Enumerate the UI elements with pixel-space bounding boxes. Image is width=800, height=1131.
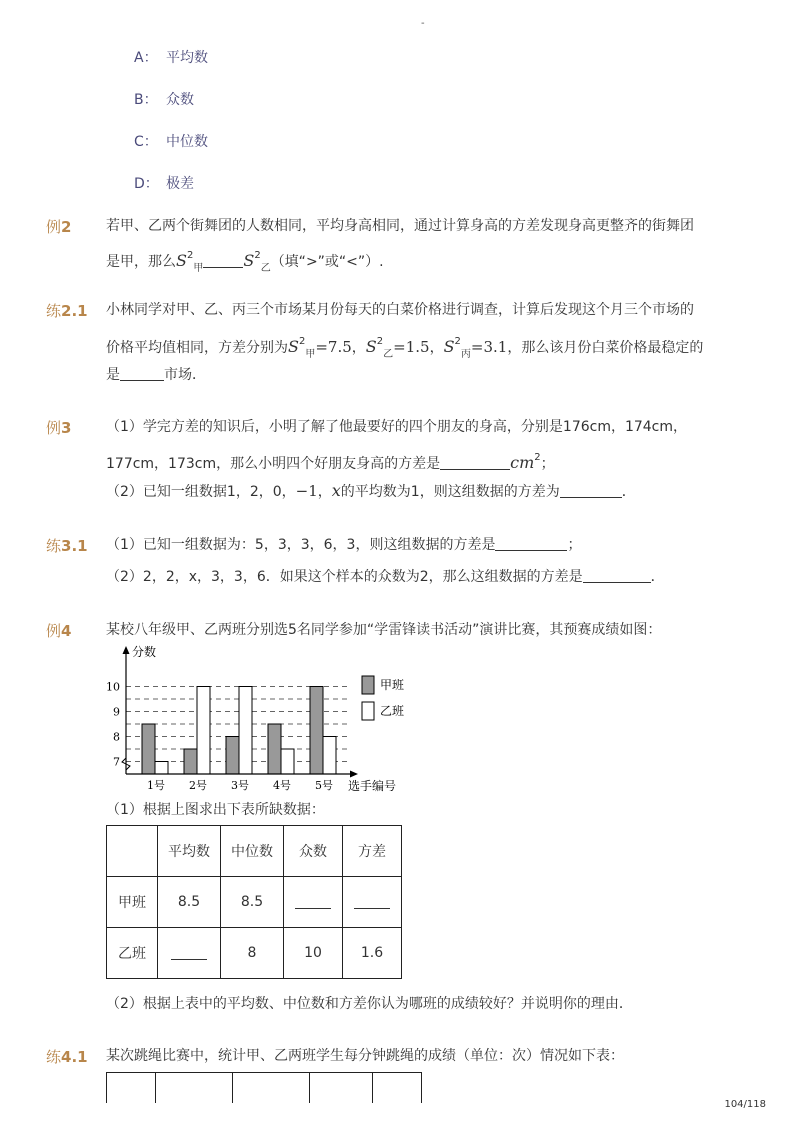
bar-yi <box>239 687 252 775</box>
x-axis-arrow <box>350 771 358 778</box>
table-row-label: 甲班 <box>107 877 158 928</box>
table-cell: 8.5 <box>221 877 284 928</box>
answer-blank[interactable] <box>440 455 510 470</box>
ex3-text: ； <box>540 456 555 472</box>
ex3-text: 177cm，173cm，那么小明四个好朋友身高的方差是 <box>106 456 441 472</box>
y-tick-label: 9 <box>113 705 120 719</box>
math-s: S <box>443 337 455 356</box>
table-header-cell: 众数 <box>284 826 343 877</box>
table-header-row <box>107 826 402 877</box>
bar-yi <box>155 762 168 775</box>
tag-word: 例 <box>46 622 62 640</box>
option-text: 平均数 <box>166 50 208 66</box>
ex2-line1: 若甲、乙两个街舞团的人数相同，平均身高相同，通过计算身高的方差发现身高更整齐的街舞团 <box>106 218 694 234</box>
ex3-text: 的平均数为1，则这组数据的方差为 <box>340 484 560 500</box>
unit: cm <box>510 453 535 472</box>
math-sup: 2 <box>254 250 261 261</box>
tag-word: 练 <box>46 302 62 320</box>
math-sup: 2 <box>298 336 306 347</box>
option-key: B： <box>134 92 158 108</box>
pr31-line1 <box>106 535 581 555</box>
math-sup: 2 <box>186 250 194 261</box>
data-table <box>106 825 402 979</box>
tag-word: 练 <box>46 537 62 555</box>
example-tag <box>46 417 71 438</box>
table-cell: 10 <box>284 928 343 979</box>
option-text: 极差 <box>166 176 194 192</box>
option-key: C： <box>134 134 158 150</box>
option-text: 众数 <box>166 92 194 108</box>
tag-word: 例 <box>46 218 62 236</box>
math-sup: 2 <box>454 336 461 347</box>
ex3-line1: （1）学完方差的知识后，小明了解了他最要好的四个朋友的身高，分别是176cm，174cm， <box>106 419 688 435</box>
pr31-line2 <box>106 567 665 587</box>
pr21-line3 <box>106 365 206 385</box>
pr31-text: （1）已知一组数据为：5，3，3，6，3，则这组数据的方差是 <box>106 537 496 553</box>
y-tick-label: 7 <box>113 755 120 769</box>
answer-blank[interactable] <box>295 894 331 909</box>
tag-number: 4 <box>61 622 72 640</box>
separator: ， <box>351 340 366 356</box>
math-sub: 甲 <box>193 263 204 274</box>
bar-chart <box>100 640 420 800</box>
pr21-line2 <box>106 332 703 365</box>
y-axis-arrow <box>123 646 130 654</box>
ex4-q2: （2）根据上表中的平均数、中位数和方差你认为哪班的成绩较好？并说明你的理由． <box>106 996 633 1012</box>
option-d <box>134 173 194 193</box>
math-sub: 乙 <box>383 349 394 360</box>
y-axis-label: 分数 <box>132 645 157 659</box>
header-mark: - <box>421 18 425 29</box>
practice-tag <box>46 1046 88 1067</box>
pr21-text: 市场． <box>164 367 206 383</box>
math-sub: 乙 <box>260 263 271 274</box>
separator: ， <box>429 340 444 356</box>
answer-blank[interactable] <box>560 483 622 498</box>
table-row <box>107 1073 422 1104</box>
option-key: D： <box>134 176 159 192</box>
score-table-partial <box>106 1072 422 1103</box>
legend-label: 甲班 <box>380 678 405 692</box>
x-tick-label: 2号 <box>189 779 207 792</box>
ex3-text: ． <box>621 484 636 500</box>
tag-number: 2 <box>61 218 72 236</box>
bar-yi <box>281 749 294 774</box>
bar-jia <box>226 737 239 775</box>
table-cell: 8.5 <box>158 877 221 928</box>
table-cell <box>373 1073 422 1104</box>
math-value: =1.5 <box>393 338 430 356</box>
bar-jia <box>142 724 155 774</box>
pr21-text: 价格平均值相同，方差分别为 <box>106 340 288 356</box>
y-tick-label: 8 <box>113 730 120 744</box>
math-sup: 2 <box>376 336 384 347</box>
math-s: S <box>365 337 377 356</box>
table-cell-blank[interactable] <box>343 877 402 928</box>
math-s: S <box>176 251 187 270</box>
ex4-q1: （1）根据上图求出下表所缺数据： <box>106 802 325 818</box>
table-row <box>107 928 402 979</box>
math-s: S <box>288 337 299 356</box>
table-header-cell: 方差 <box>343 826 402 877</box>
ex3-text: （2）已知一组数据1，2，0， <box>106 484 296 500</box>
ex2-line2 <box>106 246 384 279</box>
bar-jia <box>268 724 281 774</box>
math-sup: 2 <box>534 452 541 463</box>
table-cell-blank[interactable] <box>284 877 343 928</box>
bar-yi <box>323 737 336 775</box>
example-tag <box>46 620 71 641</box>
option-text: 中位数 <box>166 134 208 150</box>
table-header-cell: 平均数 <box>158 826 221 877</box>
ex3-line2 <box>106 448 555 474</box>
x-tick-label: 3号 <box>231 779 249 792</box>
tag-number: 4.1 <box>61 1048 88 1066</box>
bar-jia <box>310 687 323 775</box>
pr21-text: ，那么该月份白菜价格最稳定的 <box>507 340 704 356</box>
x-axis-label: 选手编号 <box>348 779 397 793</box>
practice-tag <box>46 300 88 321</box>
math-s: S <box>243 251 255 270</box>
pr31-text: ． <box>650 569 665 585</box>
pr41-line1: 某次跳绳比赛中，统计甲、乙两班学生每分钟跳绳的成绩（单位：次）情况如下表： <box>106 1048 624 1064</box>
table-cell-blank[interactable] <box>158 928 221 979</box>
pr21-line1: 小林同学对甲、乙、丙三个市场某月份每天的白菜价格进行调查，计算后发现这个月三个市场的 <box>106 302 694 318</box>
tag-number: 3 <box>61 419 72 437</box>
table-header-cell: 中位数 <box>221 826 284 877</box>
math-sub: 甲 <box>305 349 316 360</box>
x-tick-label: 5号 <box>315 779 333 792</box>
math-sub: 丙 <box>460 349 471 360</box>
table-cell <box>107 1073 156 1104</box>
tag-word: 例 <box>46 419 62 437</box>
legend-swatch <box>362 702 374 720</box>
pr31-text: ； <box>567 537 582 553</box>
math-value: −1 <box>295 482 318 500</box>
bar-yi <box>197 687 210 775</box>
table-cell <box>156 1073 233 1104</box>
table-cell: 8 <box>221 928 284 979</box>
separator: ， <box>317 484 332 500</box>
x-tick-label: 4号 <box>273 779 291 792</box>
ex2-text: 是甲，那么 <box>106 254 176 270</box>
practice-tag <box>46 535 88 556</box>
math-value: =3.1 <box>470 338 508 356</box>
option-b <box>134 89 194 109</box>
pr31-text: （2）2，2，x，3，3，6．如果这个样本的众数为2，那么这组数据的方差是 <box>106 569 583 585</box>
table-cell <box>310 1073 373 1104</box>
ex4-line1: 某校八年级甲、乙两班分别选5名同学参加“学雷锋读书活动”演讲比赛，其预赛成绩如图： <box>106 622 662 638</box>
tag-number: 2.1 <box>61 302 88 320</box>
ex3-line3 <box>106 481 636 502</box>
pr21-text: 是 <box>106 367 120 383</box>
example-tag <box>46 216 71 237</box>
answer-blank[interactable] <box>354 894 390 909</box>
legend-swatch <box>362 676 374 694</box>
answer-blank[interactable] <box>120 366 164 381</box>
math-value: =7.5 <box>315 338 352 356</box>
answer-blank[interactable] <box>495 536 567 551</box>
ex2-text: （填“>”或“<”）. <box>270 254 384 270</box>
math-var: x <box>331 481 341 500</box>
bar-jia <box>184 749 197 774</box>
legend-label: 乙班 <box>380 704 405 718</box>
x-tick-label: 1号 <box>147 779 165 792</box>
answer-blank[interactable] <box>203 253 243 268</box>
option-c <box>134 131 208 151</box>
tag-number: 3.1 <box>61 537 88 555</box>
table-cell <box>107 826 158 877</box>
tag-word: 练 <box>46 1048 62 1066</box>
table-cell: 1.6 <box>343 928 402 979</box>
option-a <box>134 47 208 67</box>
y-tick-label: 10 <box>106 680 120 694</box>
answer-blank[interactable] <box>171 945 207 960</box>
page-number: 104/118 <box>724 1099 766 1110</box>
table-row-label: 乙班 <box>107 928 158 979</box>
table-row <box>107 877 402 928</box>
table-cell <box>233 1073 310 1104</box>
answer-blank[interactable] <box>583 568 651 583</box>
option-key: A： <box>134 50 158 66</box>
